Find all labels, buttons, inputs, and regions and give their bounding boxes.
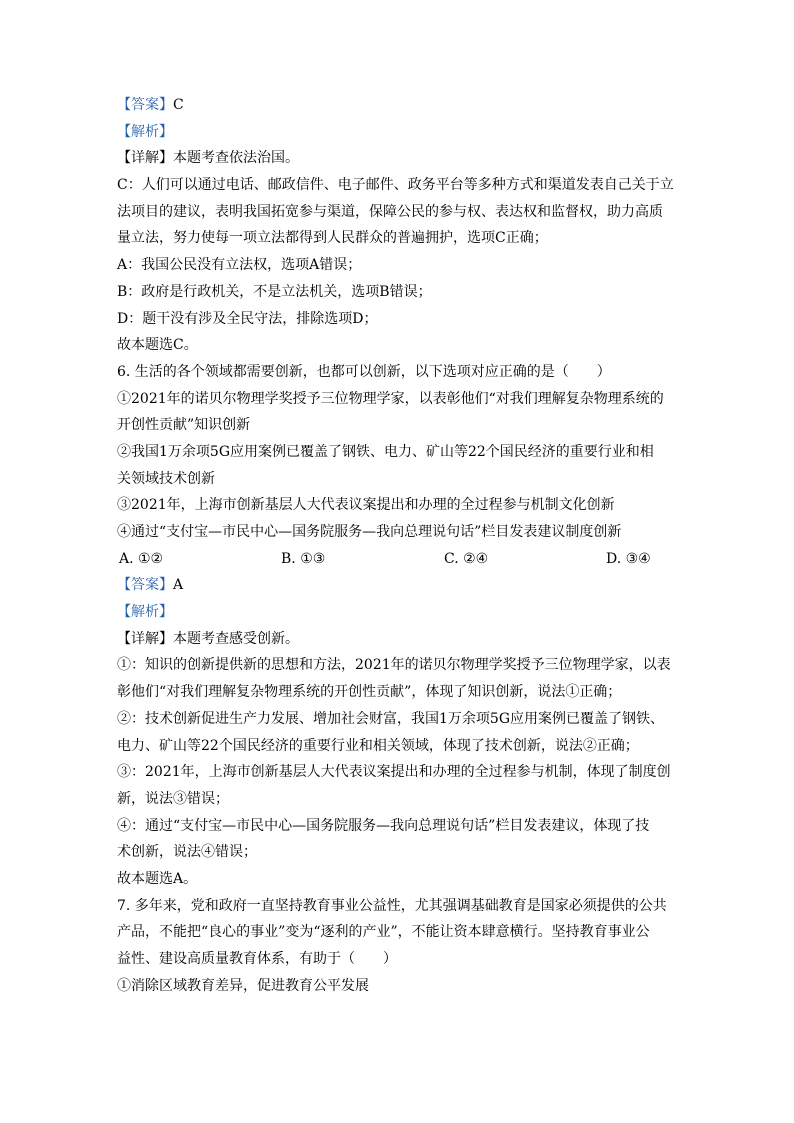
detail-tag: 【详解】 — [117, 150, 173, 167]
q6-analysis-text: ②：技术创新促进生产力发展、增加社会财富，我国1万余项5G应用案例已覆盖了钢铁、 — [117, 710, 664, 727]
q6-analysis-text: 电力、矿山等22个国民经济的重要行业和相关领域，体现了技术创新，说法②正确； — [117, 737, 639, 754]
q6-item-text: ①2021年的诺贝尔物理学奖授予三位物理学家，以表彰他们“对我们理解复杂物理系统的 — [117, 390, 664, 407]
analysis-tag: 【解析】 — [117, 123, 173, 140]
q6-analysis-text: ③：2021年，上海市创新基层人大代表议案提出和办理的全过程参与机制，体现了制度创 — [117, 764, 671, 781]
q7-stem-text: 产品，不能把“良心的事业”变为“逐利的产业”，不能让资本肆意横行。坚持教育事业公 — [117, 924, 650, 941]
analysis-tag: 【解析】 — [117, 604, 173, 621]
q6-conclusion: 故本题选A。 — [117, 870, 198, 887]
q6-detail-line — [117, 626, 677, 653]
answer-value: A — [173, 577, 184, 594]
option-b: B. ①③ — [281, 550, 326, 567]
option-d: D. ③④ — [606, 550, 651, 567]
answer-value: C — [173, 97, 184, 113]
q6-analysis-text: 彰他们“对我们理解复杂物理系统的开创性贡献”，体现了知识创新，说法①正确； — [117, 684, 622, 701]
q5-answer-line — [117, 92, 677, 119]
document-page — [117, 92, 677, 999]
q5-analysis-text: C：人们可以通过电话、邮政信件、电子邮件、政务平台等多种方式和渠道发表自己关于立 — [117, 177, 674, 194]
q6-item-text: ③2021年，上海市创新基层人大代表议案提出和办理的全过程参与机制文化创新 — [117, 497, 615, 514]
answer-tag: 【答案】 — [117, 577, 173, 594]
q7-stem-text: 益性、建设高质量教育体系，有助于（ ） — [117, 951, 397, 967]
q6-item-text: 开创性贡献”知识创新 — [117, 417, 251, 434]
q6-answer-line — [117, 572, 677, 599]
q5-analysis-text: 量立法，努力使每一项立法都得到人民群众的普遍拥护，选项C正确； — [117, 230, 548, 247]
q6-item-text: 关领域技术创新 — [117, 470, 215, 487]
q6-item-text: ④通过“支付宝—市民中心—国务院服务—我向总理说句话”栏目发表建议制度创新 — [117, 524, 622, 540]
option-c: C. ②④ — [444, 550, 489, 567]
q5-analysis-line — [117, 119, 677, 146]
answer-tag: 【答案】 — [117, 97, 173, 113]
q6-analysis-text: 新，说法③错误； — [117, 790, 229, 807]
q5-analysis-text: 法项目的建议，表明我国拓宽参与渠道，保障公民的参与权、表达权和监督权，助力高质 — [117, 203, 663, 220]
q6-analysis-text: ④：通过“支付宝—市民中心—国务院服务—我向总理说句话”栏目发表建议，体现了技 — [117, 817, 650, 834]
q6-stem: 6. 生活的各个领域都需要创新，也都可以创新，以下选项对应正确的是（ ） — [117, 363, 611, 380]
option-a: A. ①② — [119, 550, 164, 567]
q5-analysis-text: D：题干没有涉及全民守法，排除选项D； — [117, 310, 378, 327]
q5-analysis-text: A：我国公民没有立法权，选项A错误； — [117, 257, 362, 274]
detail-tag: 【详解】 — [117, 630, 173, 647]
q7-item-text: ①消除区域教育差异，促进教育公平发展 — [117, 977, 369, 994]
q6-analysis-text: ①：知识的创新提供新的思想和方法，2021年的诺贝尔物理学奖授予三位物理学家，以表 — [117, 657, 671, 674]
q6-analysis-line — [117, 599, 677, 626]
q6-item-text: ②我国1万余项5G应用案例已覆盖了钢铁、电力、矿山等22个国民经济的重要行业和相 — [117, 443, 654, 460]
q5-conclusion: 故本题选C。 — [117, 337, 198, 354]
detail-intro: 本题考查感受创新。 — [173, 630, 299, 647]
q5-analysis-text: B：政府是行政机关，不是立法机关，选项B错误； — [117, 283, 432, 300]
q6-options — [117, 546, 677, 573]
detail-intro: 本题考查依法治国。 — [173, 150, 299, 167]
q7-stem-text: 7. 多年来，党和政府一直坚持教育事业公益性，尤其强调基础教育是国家必须提供的公共 — [117, 897, 667, 914]
q5-detail-line — [117, 145, 677, 172]
q6-analysis-text: 术创新，说法④错误； — [117, 844, 257, 861]
